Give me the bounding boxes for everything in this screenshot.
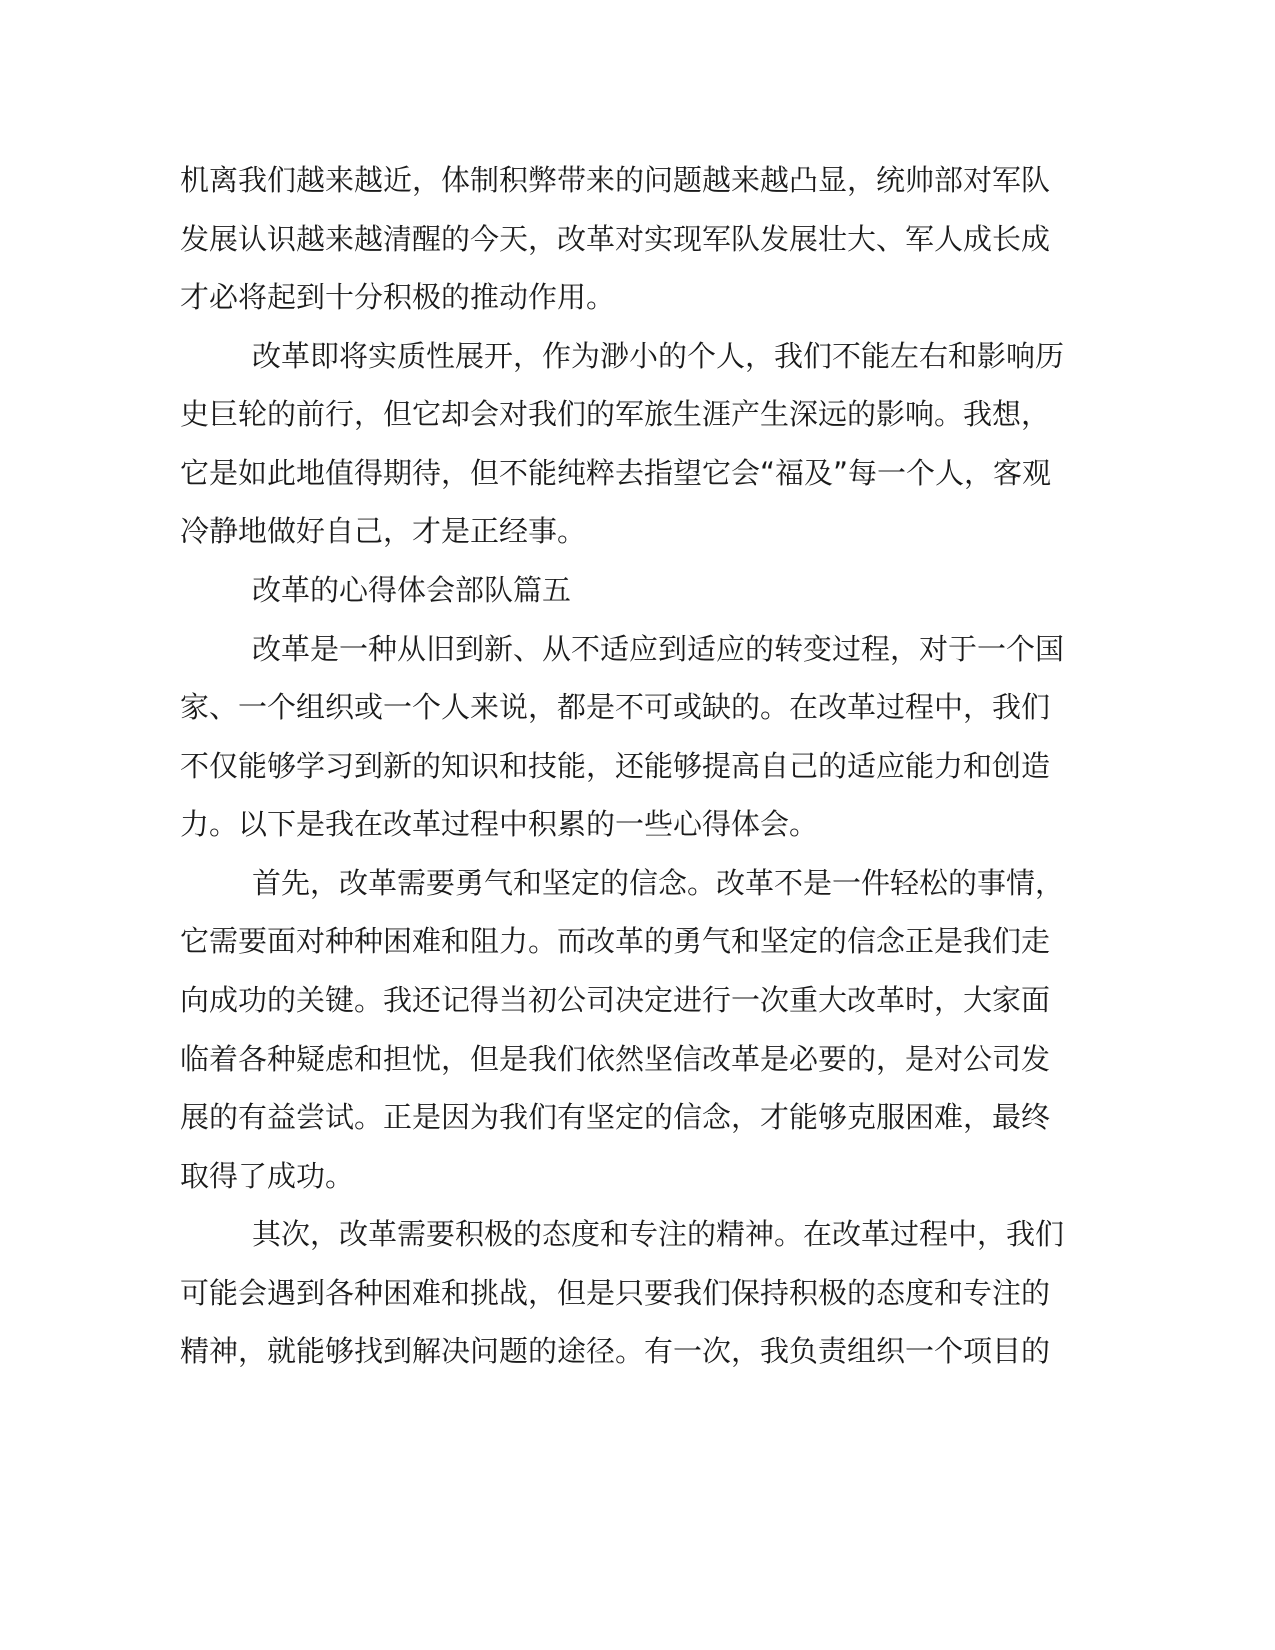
text-line-content: 它需要面对种种困难和阻力。而改革的勇气和坚定的信念正是我们走: [180, 924, 1051, 958]
text-line-content: 临着各种疑虑和担忧，但是我们依然坚信改革是必要的，是对公司发: [180, 1042, 1051, 1076]
text-line: [0, 800, 1275, 848]
section-heading: [0, 566, 1275, 614]
text-line-content: 冷静地做好自己，才是正经事。: [180, 514, 587, 548]
text-line-content: 才必将起到十分积极的推动作用。: [180, 280, 616, 314]
text-line: [0, 507, 1275, 555]
paragraph-first-line: [0, 859, 1275, 907]
text-line: [0, 1093, 1275, 1141]
text-line: [0, 917, 1275, 965]
section-heading-text: 改革的心得体会部队篇五: [252, 573, 572, 607]
paragraph-first-line: [0, 332, 1275, 380]
text-line: [0, 1152, 1275, 1200]
text-line-content: 改革是一种从旧到新、从不适应到适应的转变过程，对于一个国: [252, 632, 1065, 666]
text-line-content: 力。以下是我在改革过程中积累的一些心得体会。: [180, 807, 819, 841]
text-line-content: 史巨轮的前行，但它却会对我们的军旅生涯产生深远的影响。我想，: [180, 397, 1051, 431]
text-line-content: 不仅能够学习到新的知识和技能，还能够提高自己的适应能力和创造: [180, 749, 1051, 783]
text-line-content: 展的有益尝试。正是因为我们有坚定的信念，才能够克服困难，最终: [180, 1100, 1051, 1134]
text-line: [0, 1327, 1275, 1375]
text-line-content: 机离我们越来越近，体制积弊带来的问题越来越凸显，统帅部对军队: [180, 163, 1051, 197]
text-line: [0, 390, 1275, 438]
text-line: [0, 683, 1275, 731]
paragraph-first-line: [0, 625, 1275, 673]
text-line-content: 取得了成功。: [180, 1159, 355, 1193]
text-line-content: 改革即将实质性展开，作为渺小的个人，我们不能左右和影响历: [252, 339, 1065, 373]
text-line: [0, 156, 1275, 204]
text-line-content: 其次，改革需要积极的态度和专注的精神。在改革过程中，我们: [252, 1217, 1065, 1251]
text-line-content: 向成功的关键。我还记得当初公司决定进行一次重大改革时，大家面: [180, 983, 1051, 1017]
text-line: [0, 215, 1275, 263]
text-line-content: 发展认识越来越清醒的今天，改革对实现军队发展壮大、军人成长成: [180, 222, 1051, 256]
text-line: [0, 1035, 1275, 1083]
text-line: [0, 976, 1275, 1024]
text-line: [0, 449, 1275, 497]
text-line: [0, 273, 1275, 321]
text-line: [0, 1269, 1275, 1317]
paragraph-first-line: [0, 1210, 1275, 1258]
text-line-content: 它是如此地值得期待，但不能纯粹去指望它会“福及”每一个人，客观: [180, 456, 1052, 490]
text-line-content: 家、一个组织或一个人来说，都是不可或缺的。在改革过程中，我们: [180, 690, 1051, 724]
text-line: [0, 742, 1275, 790]
text-line-content: 精神，就能够找到解决问题的途径。有一次，我负责组织一个项目的: [180, 1334, 1051, 1368]
text-line-content: 首先，改革需要勇气和坚定的信念。改革不是一件轻松的事情，: [252, 866, 1065, 900]
text-line-content: 可能会遇到各种困难和挑战，但是只要我们保持积极的态度和专注的: [180, 1276, 1051, 1310]
